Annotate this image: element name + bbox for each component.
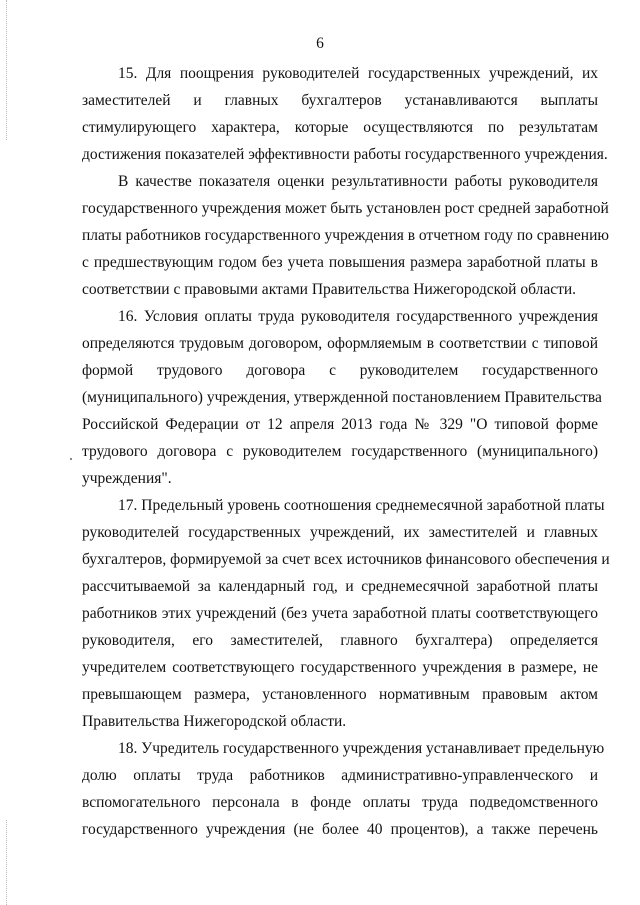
text-line: заместителей и главных бухгалтеров устанавливаются выплаты <box>82 92 598 109</box>
text-line: стимулирующего характера, которые осуществляются по результатам <box>82 119 598 136</box>
text-line: 16. Условия оплаты труда руководителя государственного учреждения <box>118 308 598 325</box>
paragraph-18 <box>82 735 605 843</box>
text-line: учредителем соответствующего государственного учреждения в размере, не <box>82 659 598 676</box>
text-line: Российской Федерации от 12 апреля 2013 года № 329 "О типовой форме <box>82 416 598 433</box>
text-line: достижения показателей эффективности работы государственного учреждения. <box>82 146 608 163</box>
text-line: Правительства Нижегородской области. <box>82 713 347 730</box>
text-line: В качестве показателя оценки результативности работы руководителя <box>118 173 598 190</box>
text-line: вспомогательного персонала в фонде оплаты труда подведомственного <box>82 794 598 811</box>
text-line: бухгалтеров, формируемой за счет всех источников финансового обеспечения и <box>82 551 610 568</box>
text-line: руководителей государственных учреждений, их заместителей и главных <box>82 524 598 541</box>
scan-margin-artifact <box>6 820 8 905</box>
text-line: соответствии с правовыми актами Правительства Нижегородской области. <box>82 281 577 298</box>
text-line: 18. Учредитель государственного учреждения устанавливает предельную <box>118 740 605 757</box>
text-line: 17. Предельный уровень соотношения среднемесячной заработной платы <box>118 497 605 514</box>
text-line: учреждения". <box>82 470 172 487</box>
text-line: 15. Для поощрения руководителей государственных учреждений, их <box>118 65 598 82</box>
paragraph-15-indicator <box>82 168 609 303</box>
scan-margin-artifact <box>6 0 8 140</box>
text-line: определяются трудовым договором, оформляемым в соответствии с типовой <box>82 335 598 352</box>
text-line: работников этих учреждений (без учета заработной платы соответствующего <box>82 605 598 622</box>
text-line: руководителя, его заместителей, главного бухгалтера) определяется <box>82 632 598 649</box>
scan-speck <box>70 458 72 460</box>
paragraph-15 <box>82 60 608 168</box>
text-line: государственного учреждения (не более 40 процентов), а также перечень <box>82 821 598 838</box>
paragraph-17 <box>82 492 610 735</box>
text-line: превышающем размера, установленного нормативным правовым актом <box>82 686 598 703</box>
text-line: государственного учреждения может быть установлен рост средней заработной <box>82 200 609 217</box>
text-line: формой трудового договора с руководителем государственного <box>82 362 598 379</box>
paragraph-16 <box>82 303 602 492</box>
text-line: с предшествующим годом без учета повышения размера заработной платы в <box>82 254 598 271</box>
document-body <box>82 60 610 843</box>
text-line: (муниципального) учреждения, утвержденной постановлением Правительства <box>82 389 602 406</box>
text-line: трудового договора с руководителем государственного (муниципального) <box>82 443 598 460</box>
text-line: рассчитываемой за календарный год, и среднемесячной заработной платы <box>82 578 598 595</box>
page-number: 6 <box>316 35 324 52</box>
text-line: платы работников государственного учреждения в отчетном году по сравнению <box>82 227 609 244</box>
text-line: долю оплаты труда работников административно-управленческого и <box>82 767 598 784</box>
